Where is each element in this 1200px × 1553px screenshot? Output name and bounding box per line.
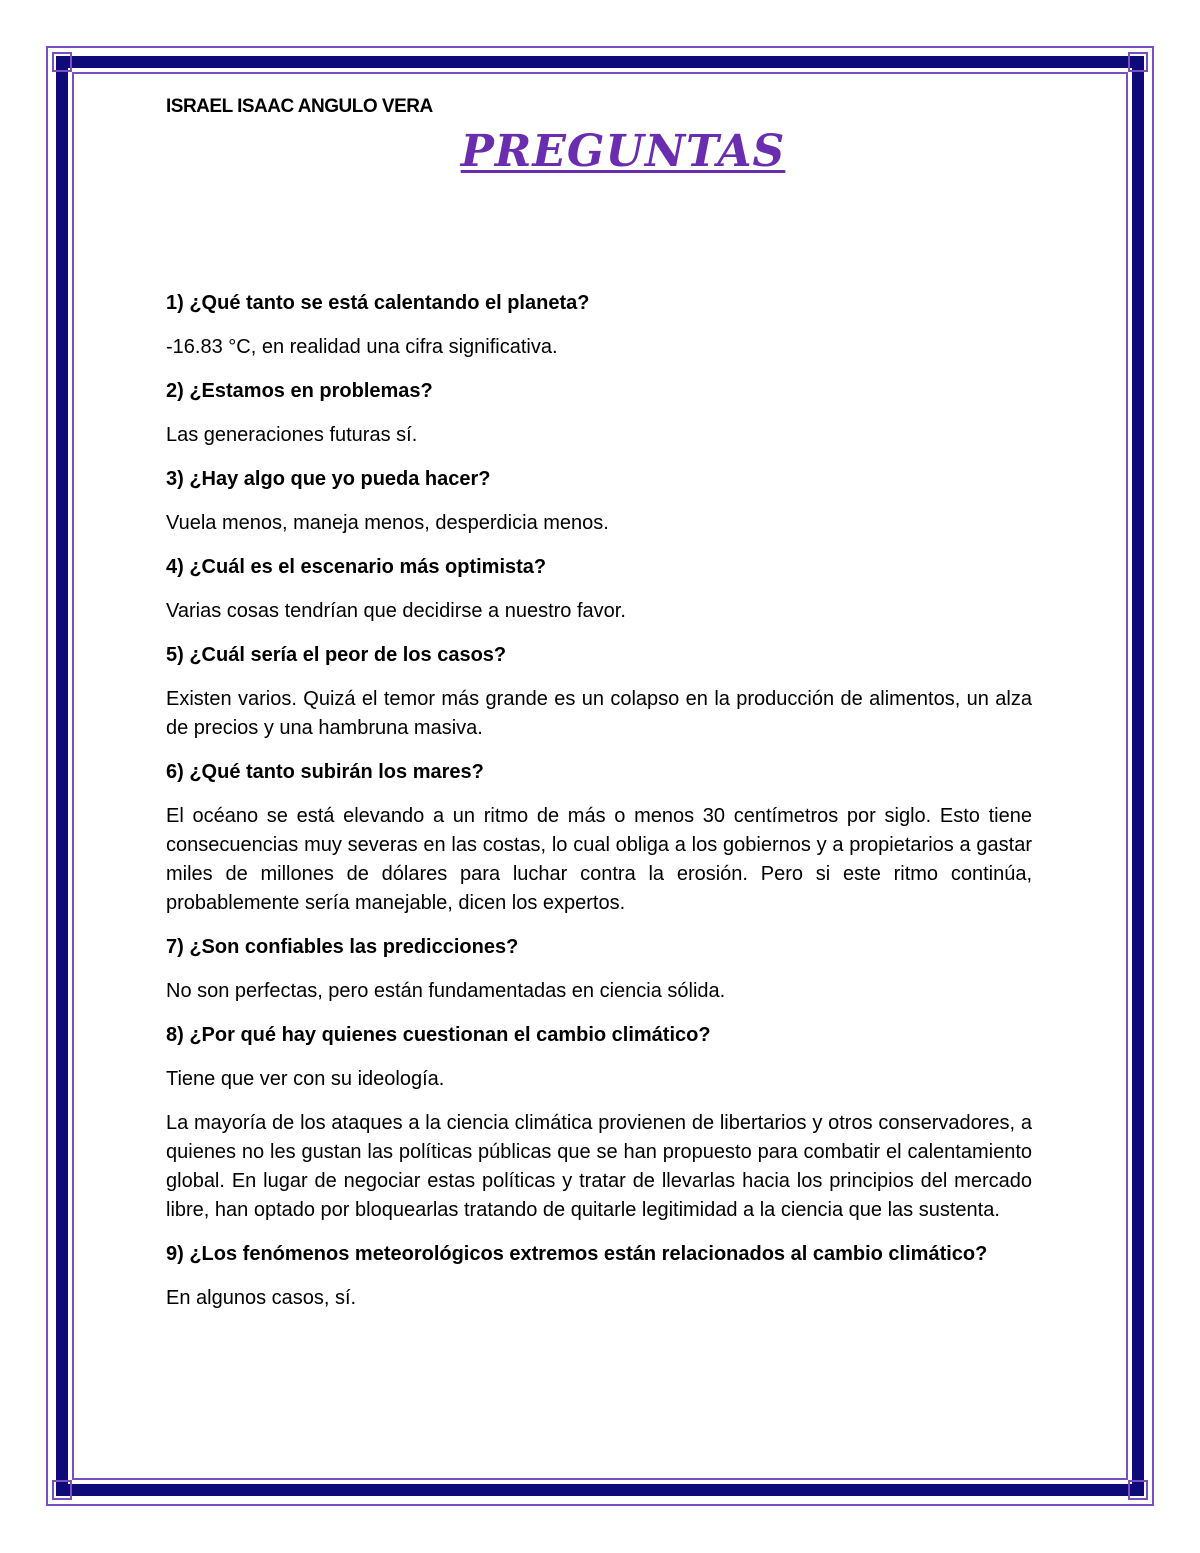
answer-8-part-1: Tiene que ver con su ideología. bbox=[166, 1067, 445, 1090]
question-9: 9) ¿Los fenómenos meteorológicos extremos están relacionados al cambio climático? bbox=[166, 1242, 988, 1265]
question-4: 4) ¿Cuál es el escenario más optimista? bbox=[166, 555, 547, 578]
qa-list bbox=[166, 289, 1032, 1313]
answer-9: En algunos casos, sí. bbox=[166, 1286, 357, 1309]
corner-ornament-bottom-left bbox=[48, 1476, 76, 1504]
question-3: 3) ¿Hay algo que yo pueda hacer? bbox=[166, 467, 491, 490]
answer-8-part-2: La mayoría de los ataques a la ciencia climática provienen de libertarios y otros conservadores, a quienes no les gustan las políticas públicas que se han propuesto para combatir el calentamiento global. En lugar de negociar estas políticas y tratar de llevarlas hacia los principios del mercado libre, han optado por bloquearlas tratando de quitarle legitimidad a la ciencia que las sustenta. bbox=[166, 1111, 1032, 1221]
author-name: ISRAEL ISAAC ANGULO VERA bbox=[166, 96, 433, 117]
question-5: 5) ¿Cuál sería el peor de los casos? bbox=[166, 643, 507, 666]
answer-6: El océano se está elevando a un ritmo de más o menos 30 centímetros por siglo. Esto tiene consecuencias muy severas en las costas, lo cual obliga a los gobiernos y a propietarios a gastar miles de millones de dólares para luchar contra la erosión. Pero si este ritmo continúa, probablemente sería manejable, dicen los expertos. bbox=[166, 804, 1032, 914]
question-6: 6) ¿Qué tanto subirán los mares? bbox=[166, 760, 484, 783]
question-1: 1) ¿Qué tanto se está calentando el planeta? bbox=[166, 291, 590, 314]
question-8: 8) ¿Por qué hay quienes cuestionan el cambio climático? bbox=[166, 1023, 711, 1046]
answer-5: Existen varios. Quizá el temor más grande es un colapso en la producción de alimentos, un alza de precios y una hambruna masiva. bbox=[166, 687, 1032, 739]
corner-ornament-bottom-right bbox=[1124, 1476, 1152, 1504]
question-7: 7) ¿Son confiables las predicciones? bbox=[166, 935, 519, 958]
page-title: PREGUNTAS bbox=[460, 126, 786, 177]
corner-ornament-top-left bbox=[48, 48, 76, 76]
answer-2: Las generaciones futuras sí. bbox=[166, 423, 418, 446]
answer-1: -16.83 °C, en realidad una cifra significativa. bbox=[166, 335, 558, 358]
corner-ornament-top-right bbox=[1124, 48, 1152, 76]
answer-4: Varias cosas tendrían que decidirse a nuestro favor. bbox=[166, 599, 626, 622]
answer-7: No son perfectas, pero están fundamentadas en ciencia sólida. bbox=[166, 979, 726, 1002]
question-2: 2) ¿Estamos en problemas? bbox=[166, 379, 433, 402]
document-body bbox=[166, 96, 1032, 1328]
answer-3: Vuela menos, maneja menos, desperdicia menos. bbox=[166, 511, 609, 534]
